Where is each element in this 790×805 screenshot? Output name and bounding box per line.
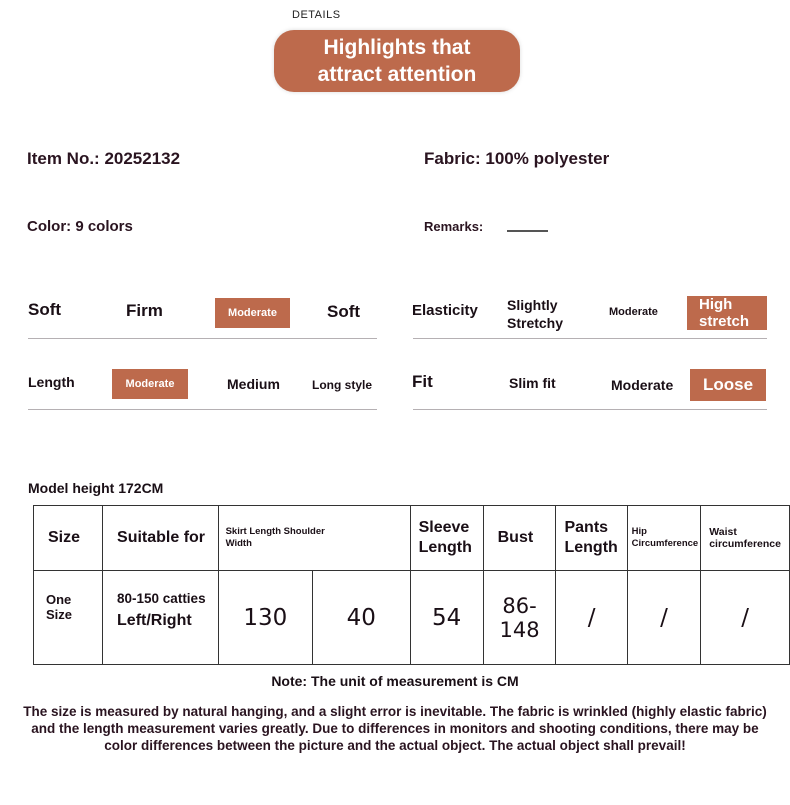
cell-skirt-length: 130 [218,571,312,665]
elasticity-option-moderate: Moderate [609,306,658,318]
remarks-label: Remarks: [424,219,484,234]
cell-pants-length: / [556,571,627,665]
cell-suitable-weight: 80-150 catties [117,591,206,606]
remarks-dash [507,230,548,232]
cell-hip: / [627,571,701,665]
disclaimer-text: The size is measured by natural hanging, and a slight error is inevitable. The fabric is wrinkled (highly elastic fabric) and the length measurement varies greatly. Due to differences in monitors and shooting conditions, there may be color differences between the picture and the actual object. The actual object shall prevail! [23,704,767,753]
highlights-banner [274,30,520,92]
details-label: DETAILS [292,9,341,21]
header-pants-length: Pants Length [556,506,627,571]
header-waist-circumference: Waist circumference [701,506,790,571]
cell-suitable-for [103,571,219,665]
row-divider [413,338,767,339]
model-height: Model height 172CM [28,480,164,496]
fit-option-loose-selected: Loose [690,369,766,401]
header-skirt-length-shoulder-width-text: Skirt Length Shoulder Width [225,526,325,549]
length-option-medium: Medium [227,376,280,392]
length-option-long-style: Long style [312,378,373,392]
fit-option-slim-fit: Slim fit [509,375,556,391]
elasticity-option-high-stretch-selected: High stretch [687,296,767,330]
elasticity-option-slightly-stretchy: Slightly Stretchy [507,297,564,331]
header-bust: Bust [483,506,556,571]
color-info: Color: 9 colors [27,218,133,235]
cell-suitable-note: Left/Right [117,612,192,629]
cell-size: One Size [34,571,103,665]
header-sleeve-length: Sleeve Length [410,506,483,571]
banner-line-1: Highlights that [323,36,471,59]
length-option-moderate-selected: Moderate [112,369,188,399]
item-number: Item No.: 20252132 [27,149,181,168]
softness-label: Soft [28,300,62,319]
length-label: Length [28,374,75,390]
row-divider [28,409,377,410]
elasticity-label: Elasticity [412,302,478,319]
fit-option-moderate: Moderate [611,377,674,393]
softness-option-soft: Soft [327,302,361,321]
softness-option-firm: Firm [126,301,163,320]
size-table [33,505,790,665]
banner-line-2: attract attention [317,63,477,86]
cell-waist: / [701,571,790,665]
header-hip-circumference: Hip Circumference [627,506,701,571]
header-skirt-length-shoulder-width [218,506,410,571]
header-suitable-for: Suitable for [103,506,219,571]
cell-sleeve-length: 54 [410,571,483,665]
cell-shoulder: 40 [313,571,411,665]
cell-bust: 86-148 [483,571,556,665]
fit-label: Fit [412,372,433,391]
row-divider [28,338,377,339]
row-divider [413,409,767,410]
header-size: Size [34,506,103,571]
fabric-info: Fabric: 100% polyester [424,149,610,168]
softness-option-moderate-selected: Moderate [215,298,290,328]
unit-note: Note: The unit of measurement is CM [271,673,519,689]
